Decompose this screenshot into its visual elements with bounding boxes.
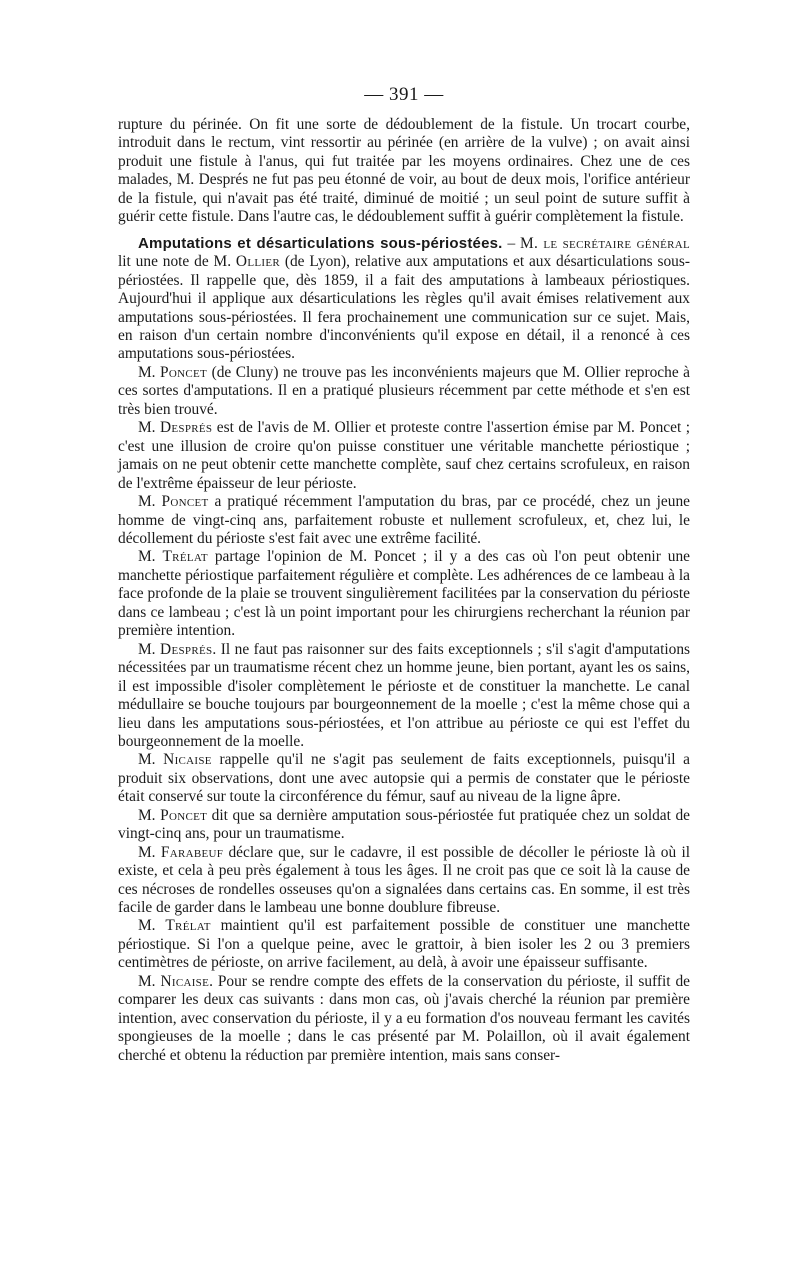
document-page (118, 84, 690, 1065)
discussion-text: est de l'avis de M. Ollier et proteste contre l'assertion émise par M. Poncet ; c'est une illusion de croire qu'on puisse constituer une véritable manchette périostique ; jamais on ne peut obtenir cette manchette complète, sauf chez certains scrofuleux, en raison de l'extrême épaisseur de leur périoste. (118, 419, 690, 492)
speaker-name: Poncet (160, 363, 208, 381)
speaker-name: Trélat (162, 548, 208, 566)
discussion-paragraph (118, 419, 690, 493)
page-number: — 391 — (364, 84, 444, 105)
discussion-paragraph (118, 548, 690, 640)
paragraph-fistula: rupture du périnée. On fit une sorte de dédoublement de la fistule. Un trocart courbe, introduit dans le rectum, vint ressortir au périnée (en arrière de la vulve) ; on avait ainsi produit une fistule à l'anus, qui fut traitée par les moyens ordinaires. Chez une de ces malades, M. Després ne fut pas peu étonné de voir, au bout de deux mois, l'orifice antérieur de la fistule, qui n'avait pas été traité, diminué de moitié ; un seul point de suture suffit à guérir cette fistule. Dans l'autre cas, le dédoublement suffit à guérir complètement la fistule. (118, 116, 690, 226)
discussion-text: . Pour se rendre compte des effets de la conservation du périoste, il suffit de comparer les deux cas suivants : dans mon cas, où j'avais cherché la réunion par première intention, avec conservation du périoste, il y a eu formation d'os nouveau fermant les cavités spongieuses de la moelle ; dans le cas présenté par M. Polaillon, où il avait également cherché et obtenu la réduction par première intention, mais sans conser- (118, 972, 690, 1064)
speaker-prefix: M. (138, 548, 163, 566)
section-intro-paragraph (118, 235, 690, 364)
speaker-prefix: M. (138, 751, 164, 769)
discussion-text: rappelle qu'il ne s'agit pas seulement de faits exceptionnels, puisqu'il a produit six observations, dont une avec autopsie qui a permis de constater que le périoste était conservé sur toute la circonférence du fémur, sauf au niveau de la ligne âpre. (118, 751, 690, 806)
discussion-text: dit que sa dernière amputation sous-périostée fut pratiquée chez un soldat de vingt-cinq ans, pour un traumatisme. (118, 806, 690, 843)
discussion-paragraph (118, 917, 690, 972)
speaker-name: Poncet (161, 493, 209, 511)
discussion-text: . Il ne faut pas raisonner sur des faits exceptionnels ; s'il s'agit d'amputations nécessitées par un traumatisme récent chez un homme jeune, bien portant, ayant les os sains, il est impossible d'isoler complètement le périoste et de constituer la manchette. Le canal médullaire se bouche toujours par bourgeonnement de la moelle ; c'est la même chose qui a lieu dans les amputations sous-périostées, et l'on attribue au périoste ce qui est l'effet du bourgeonnement de la moelle. (118, 640, 690, 750)
discussion-paragraph (118, 751, 690, 806)
heading-dash: – (502, 234, 521, 252)
speaker-name: Després (160, 640, 213, 658)
speaker-prefix: M. (138, 917, 166, 935)
discussion-paragraph (118, 973, 690, 1065)
discussion-paragraph (118, 641, 690, 752)
discussion-text: partage l'opinion de M. Poncet ; il y a des cas où l'on peut obtenir une manchette périostique parfaitement régulière et complète. Les adhérences de ce lambeau à la face profonde de la plaie se trouvent singulièrement facilitées par la conservation du périoste dans ce lambeau ; c'est là un point important pour les chirurgiens recherchant la réunion par première intention. (118, 548, 690, 640)
discussion-paragraph (118, 844, 690, 918)
section-heading: Amputations et désarticulations sous-périostées. (138, 234, 503, 252)
speaker-name: M. le secrétaire général (520, 234, 690, 252)
speaker-prefix: M. (138, 843, 161, 861)
intro-tail-text: (de Lyon), relative aux amputations et aux désarticulations sous-périostées. Il rappelle que, dès 1859, il a fait des amputations à lambeaux périostiques. Aujourd'hui il applique aux désarticulations les règles qu'il avait émises relativement aux amputations sous-périostées. Il fera prochainement une communication sur ce sujet. Mais, en raison d'un certain nombre d'inconvénients qu'il expose en détail, il a renoncé à ces amputations sous-périostées. (118, 253, 690, 363)
speaker-prefix: M. (138, 972, 161, 990)
author-name: Ollier (235, 253, 280, 271)
intro-text: lit une note de M. (118, 253, 236, 271)
speaker-prefix: M. (138, 806, 161, 824)
speaker-prefix: M. (138, 493, 162, 511)
speaker-name: Nicaise (163, 751, 212, 769)
speaker-prefix: M. (138, 640, 161, 658)
speaker-name: Farabeuf (160, 843, 224, 861)
discussion-paragraph (118, 364, 690, 419)
speaker-prefix: M. (138, 419, 160, 437)
speaker-name: Després (160, 419, 213, 437)
speaker-name: Trélat (165, 917, 211, 935)
speaker-prefix: M. (138, 363, 161, 381)
speaker-name: Poncet (160, 806, 208, 824)
discussion-paragraph (118, 807, 690, 844)
section-gap (118, 227, 690, 235)
discussion-text: maintient qu'il est parfaitement possible de constituer une manchette périostique. Si l'on a quelque peine, avec le grattoir, à bien isoler les 2 ou 3 premiers centimètres de périoste, on arrive facilement, au delà, à avoir une épaisseur suffisante. (118, 917, 690, 972)
discussion-paragraph (118, 493, 690, 548)
discussion-text: (de Cluny) ne trouve pas les inconvénients majeurs que M. Ollier reproche à ces sortes d'amputations. Il en a pratiqué plusieurs récemment par cette méthode et s'en est très bien trouvé. (118, 363, 690, 418)
speaker-name: Nicaise (160, 972, 210, 990)
discussion-text: déclare que, sur le cadavre, il est possible de décoller le périoste là où il existe, et cela à peu près également à tous les âges. Il ne croit pas que ce soit là la cause de ces nécroses de rondelles osseuses qu'on a signalées dans certains cas. En somme, il est très facile de garder dans le lambeau une bonne doublure fibreuse. (118, 843, 691, 917)
discussion-text: a pratiqué récemment l'amputation du bras, par ce procédé, chez un jeune homme de vingt-cinq ans, parfaitement robuste et nullement scrofuleux, et, chez lui, le décollement du périoste s'est fait avec une extrême facilité. (118, 493, 690, 547)
